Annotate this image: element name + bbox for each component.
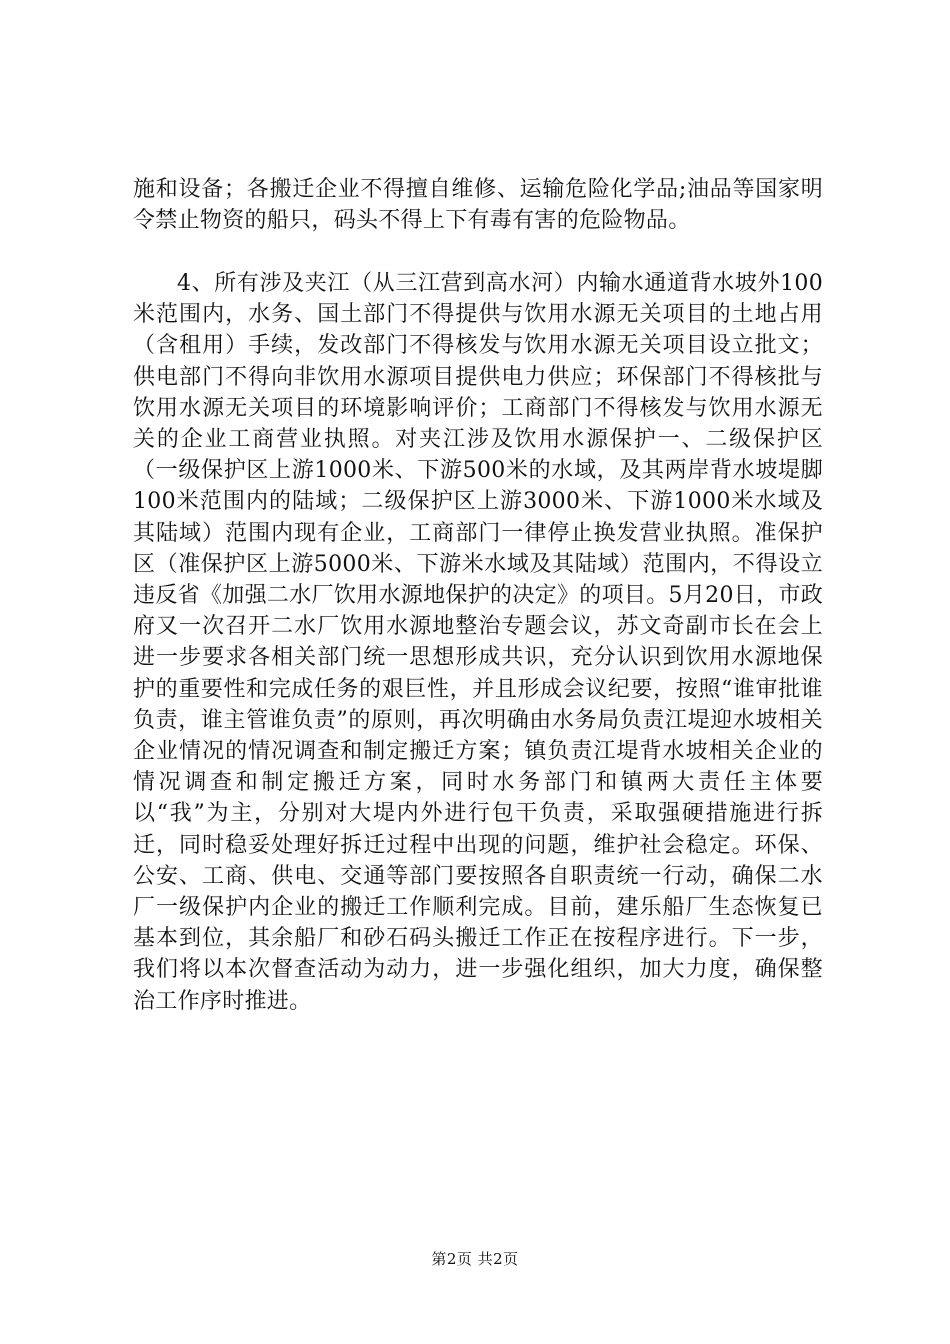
page-number-footer: 第2页 共2页 bbox=[431, 1250, 519, 1268]
paragraph-continuation: 施和设备；各搬迁企业不得擅自维修、运输危险化学品;油品等国家明令禁止物资的船只，码头不得上下有毒有害的危险物品。 bbox=[133, 177, 823, 234]
paragraph-item-4: 4、所有涉及夹江（从三江营到高水河）内输水通道背水坡外100米范围内，水务、国土部门不得提供与饮用水源无关项目的土地占用（含租用）手续，发改部门不得核发与饮用水源无关项目设立批文；供电部门不得向非饮用水源项目提供电力供应；环保部门不得核批与饮用水源无关项目的环境影响评价；工商部门不得核发与饮用水源无关的企业工商营业执照。对夹江涉及饮用水源保护一、二级保护区（一级保护区上游1000米、下游500米的水域，及其两岸背水坡堤脚100米范围内的陆域；二级保护区上游3000米、下游1000米水域及其陆域）范围内现有企业，工商部门一律停止换发营业执照。准保护区（准保护区上游5000米、下游米水域及其陆域）范围内，不得设立违反省《加强二水厂饮用水源地保护的决定》的项目。5月20日，市政府又一次召开二水厂饮用水源地整治专题会议，苏文奇副市长在会上进一步要求各相关部门统一思想形成共识，充分认识到饮用水源地保护的重要性和完成任务的艰巨性，并且形成会议纪要，按照“谁审批谁负责，谁主管谁负责”的原则，再次明确由水务局负责江堤迎水坡相关企业情况的情况调查和制定搬迁方案；镇负责江堤背水坡相关企业的情况调查和制定搬迁方案，同时水务部门和镇两大责任主体要以“我”为主，分别对大堤内外进行包干负责，采取强硬措施进行拆迁，同时稳妥处理好拆迁过程中出现的问题，维护社会稳定。环保、公安、工商、供电、交通等部门要按照各自职责统一行动，确保二水厂一级保护内企业的搬迁工作顺利完成。目前，建乐船厂生态恢复已基本到位，其余船厂和砂石码头搬迁工作正在按程序进行。下一步，我们将以本次督查活动为动力，进一步强化组织，加大力度，确保整治工作序时推进。 bbox=[133, 271, 823, 1014]
